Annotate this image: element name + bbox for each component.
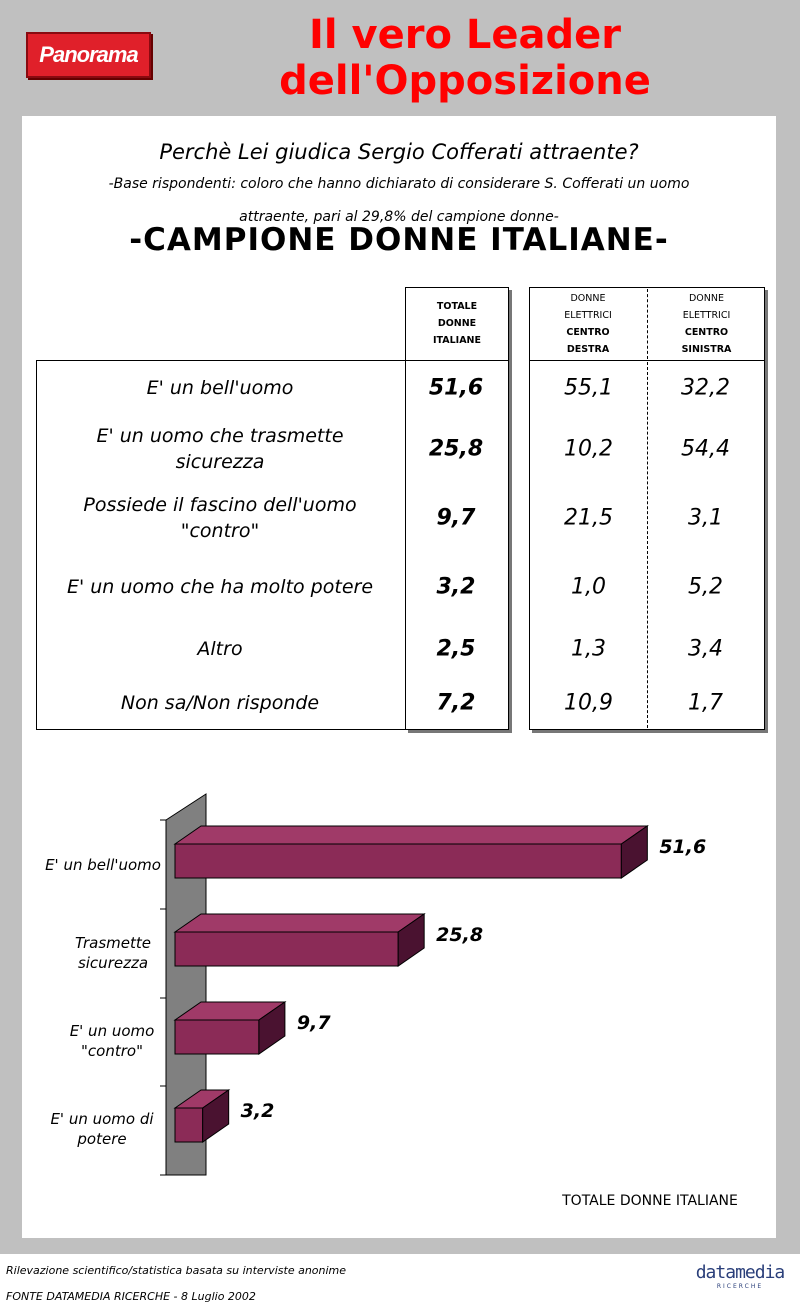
row-cd-1: 55,1 xyxy=(564,375,613,401)
row-cs-2: 54,4 xyxy=(681,436,730,462)
bar-value-4: 3,2 xyxy=(240,1100,275,1122)
survey-question: Perchè Lei giudica Sergio Cofferati attraente? xyxy=(159,140,639,164)
row-cs-5: 3,4 xyxy=(688,636,723,662)
bar-value-1: 51,6 xyxy=(659,836,707,858)
category-label-3-line-2: "contro" xyxy=(81,1042,143,1060)
category-label-4-line-2: potere xyxy=(77,1130,127,1148)
bar-top-2 xyxy=(175,914,424,932)
footer-source: FONTE DATAMEDIA RICERCHE - 8 Luglio 2002 xyxy=(6,1290,256,1303)
row-cd-6: 10,9 xyxy=(564,690,613,716)
header-total-line-3: ITALIANE xyxy=(432,335,481,346)
row-cs-6: 1,7 xyxy=(688,690,723,716)
header-cd-line-4: DESTRA xyxy=(566,344,610,355)
bar-1 xyxy=(175,826,647,878)
base-line-2: attraente, pari al 29,8% del campione donne- xyxy=(239,209,559,225)
row-cd-4: 1,0 xyxy=(571,574,606,600)
category-label-2 xyxy=(38,933,188,973)
total-values-box xyxy=(405,360,509,730)
header-total-line-1: TOTALE xyxy=(436,301,478,312)
category-label-3-line-1: E' un uomo xyxy=(69,1022,155,1040)
header-cd-line-2: ELETTRICI xyxy=(564,310,612,321)
header-cs-line-1: DONNE xyxy=(688,293,724,304)
header-cs-line-2: ELETTRICI xyxy=(682,310,731,321)
header-total-line-2: DONNE xyxy=(437,318,477,329)
bar-top-1 xyxy=(175,826,647,844)
title-line-2: dell'Opposizione xyxy=(279,58,651,104)
row-label-1: E' un bell'uomo xyxy=(146,377,294,399)
header-centro-sinistra xyxy=(648,290,765,358)
bar-value-2: 25,8 xyxy=(436,924,484,946)
base-line-1: -Base rispondenti: coloro che hanno dichiarato di considerare S. Cofferati un uomo xyxy=(108,176,690,192)
row-cd-2: 10,2 xyxy=(564,436,613,462)
datamedia-brand: datamedia xyxy=(695,1262,785,1283)
row-cd-5: 1,3 xyxy=(571,636,606,662)
header-cs-line-3: CENTRO xyxy=(684,327,729,338)
row-label-5: Altro xyxy=(197,638,243,660)
chart-title: TOTALE DONNE ITALIANE xyxy=(562,1193,738,1209)
row-total-6: 7,2 xyxy=(436,690,476,716)
bar-front-4 xyxy=(175,1108,203,1142)
row-cd-3: 21,5 xyxy=(564,505,613,531)
row-total-3: 9,7 xyxy=(436,505,476,531)
panorama-logo: Panorama xyxy=(26,32,151,78)
category-label-4 xyxy=(27,1109,177,1149)
footer-note: Rilevazione scientifico/statistica basata su interviste anonime xyxy=(6,1264,347,1277)
bar-2 xyxy=(175,914,424,966)
bar-3 xyxy=(175,1002,285,1054)
category-label-3 xyxy=(37,1021,187,1061)
row-label-2: E' un uomo che trasmette sicurezza xyxy=(96,425,344,473)
datamedia-logo xyxy=(690,1262,790,1290)
row-label-4: E' un uomo che ha molto potere xyxy=(66,576,374,598)
row-label-6: Non sa/Non risponde xyxy=(120,692,320,714)
row-cs-1: 32,2 xyxy=(681,375,730,401)
header-centro-destra xyxy=(529,290,647,358)
row-label-3: Possiede il fascino dell'uomo "contro" xyxy=(83,494,357,542)
sample-title: -CAMPIONE DONNE ITALIANE- xyxy=(129,222,669,258)
bar-front-1 xyxy=(175,844,621,878)
values-divider xyxy=(647,362,648,728)
chart-bars xyxy=(175,826,647,1142)
row-total-5: 2,5 xyxy=(436,636,476,662)
row-total-4: 3,2 xyxy=(436,574,476,600)
row-total-1: 51,6 xyxy=(428,375,484,401)
header-total xyxy=(405,298,509,349)
category-label-4-line-1: E' un uomo di xyxy=(50,1110,154,1128)
header-cd-line-1: DONNE xyxy=(570,293,606,304)
category-label-1: E' un bell'uomo xyxy=(45,856,161,874)
category-label-2-line-1: Trasmette xyxy=(74,934,151,952)
page-title xyxy=(200,12,730,104)
labels-box xyxy=(36,360,406,730)
row-cs-4: 5,2 xyxy=(688,574,723,600)
datamedia-sub: RICERCHE xyxy=(716,1283,764,1290)
header-cs-line-4: SINISTRA xyxy=(681,344,732,355)
bar-front-3 xyxy=(175,1020,259,1054)
title-line-1: Il vero Leader xyxy=(309,12,621,58)
row-cs-3: 3,1 xyxy=(688,505,723,531)
row-total-2: 25,8 xyxy=(428,436,484,462)
bar-front-2 xyxy=(175,932,398,966)
header-cd-line-3: CENTRO xyxy=(566,327,610,338)
bar-value-3: 9,7 xyxy=(296,1012,331,1034)
category-label-2-line-2: sicurezza xyxy=(77,954,149,972)
